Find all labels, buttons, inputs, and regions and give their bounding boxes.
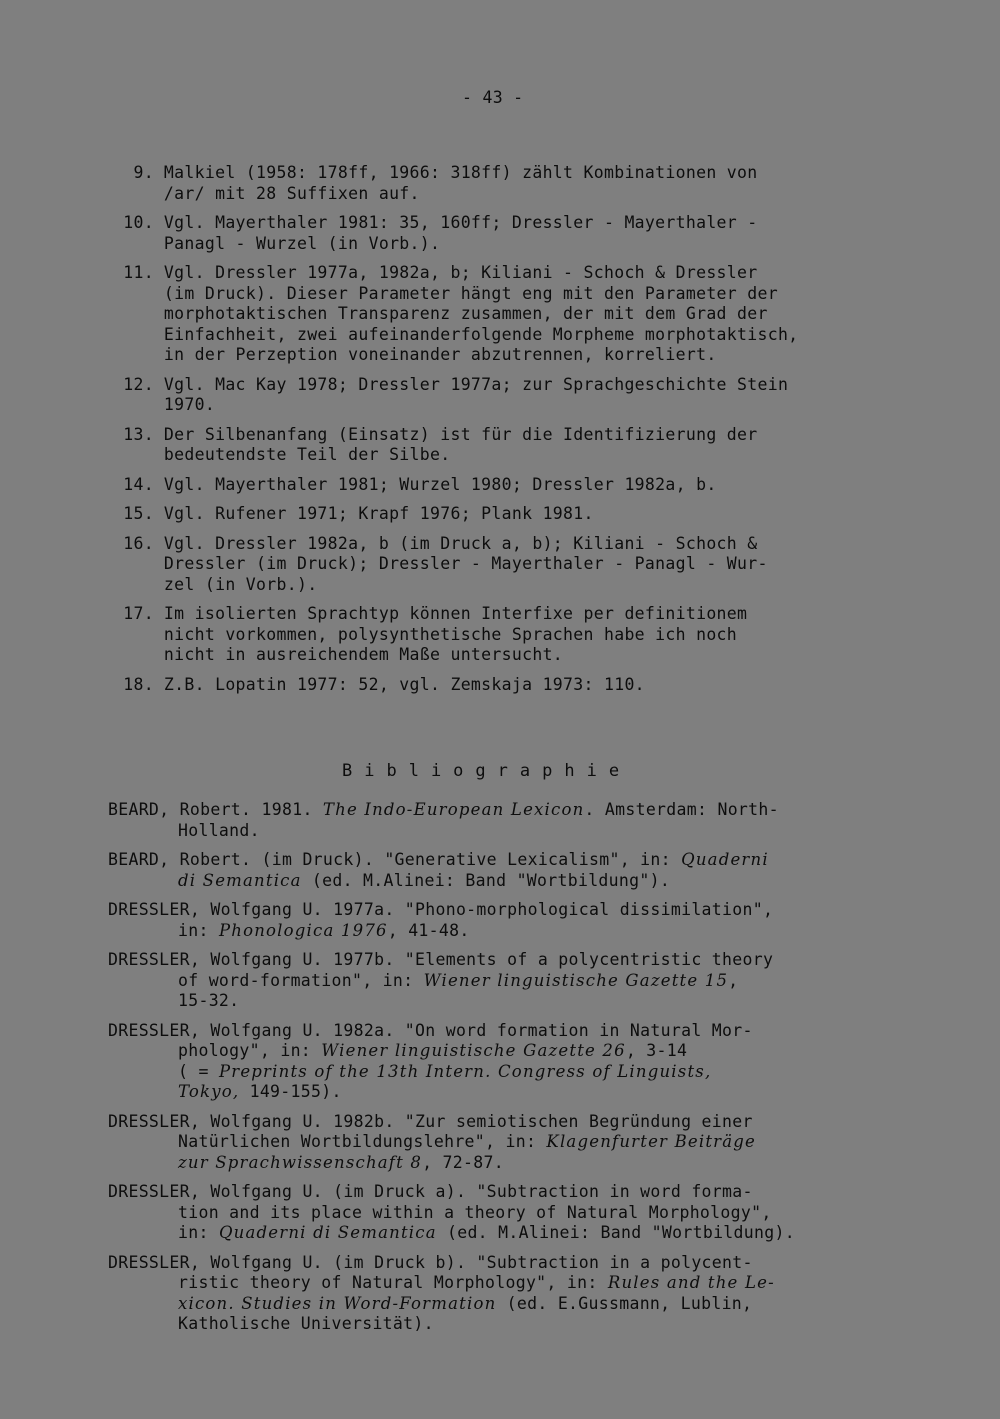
bibliography-line — [108, 1253, 908, 1274]
bibliography-entry — [108, 850, 908, 891]
reference-text: 15-32. — [178, 991, 240, 1010]
reference-text: . Amsterdam: North- — [584, 800, 779, 819]
italic-title-text: Phonologica 1976 — [218, 920, 388, 940]
reference-text: of word-formation", in: — [178, 970, 424, 990]
reference-text: (ed. M.Alinei: Band "Wortbildung). — [436, 1223, 795, 1242]
bibliography-line — [108, 900, 908, 921]
bibliography-entry — [108, 1182, 908, 1244]
bibliography-line — [108, 1021, 908, 1042]
bibliography-line — [108, 800, 908, 821]
bibliography-line — [108, 1132, 908, 1153]
bibliography-line — [108, 850, 908, 871]
bibliography-line — [108, 921, 908, 942]
footnote-number-spacer — [110, 575, 154, 596]
footnote-text-line: Vgl. Mayerthaler 1981: 35, 160ff; Dressler - Mayerthaler - — [163, 213, 758, 232]
footnote-text-line: Dressler (im Druck); Dressler - Mayerthaler - Panagl - Wur- — [163, 554, 768, 573]
reference-text: (ed. E.Gussmann, Lublin, — [496, 1293, 753, 1313]
bibliography-line — [108, 1153, 908, 1174]
reference-text: DRESSLER, Wolfgang U. (im Druck a). "Subtraction in word forma- — [108, 1182, 753, 1201]
footnote-number: 18. — [123, 674, 154, 694]
italic-title-text: Rules and the Le- — [607, 1273, 775, 1292]
footnote-text-line: Malkiel (1958: 178ff, 1966: 318ff) zählt Kombinationen von — [163, 163, 758, 182]
reference-text: , 3-14 — [625, 1041, 688, 1060]
reference-text: , 41-48. — [387, 920, 470, 940]
bibliography-list — [108, 800, 908, 1344]
reference-text: BEARD, Robert. 1981. — [108, 800, 323, 819]
footnote-number-spacer — [110, 184, 154, 205]
bibliography-line — [108, 1294, 908, 1315]
footnote-number: 16. — [123, 533, 154, 553]
italic-title-text: Klagenfurter Beiträge — [546, 1132, 757, 1151]
footnote-number: 12. — [123, 374, 154, 394]
bibliography-line — [108, 1182, 908, 1203]
bibliography-heading: Bibliographie — [342, 761, 632, 781]
reference-text: ( = — [178, 1061, 219, 1081]
footnote-number-spacer — [110, 445, 154, 466]
footnote-text-line: Z.B. Lopatin 1977: 52, vgl. Zemskaja 1973: 110. — [163, 674, 645, 694]
bibliography-line — [108, 1112, 908, 1133]
bibliography-line — [108, 1062, 908, 1083]
reference-text: in: — [178, 1223, 219, 1242]
reference-text: Katholische Universität). — [178, 1314, 434, 1333]
bibliography-entry — [108, 900, 908, 941]
italic-title-text: The Indo-European Lexicon — [322, 800, 585, 819]
bibliography-line — [108, 991, 908, 1012]
footnote-text-line: nicht vorkommen, polysynthetische Sprachen habe ich noch — [163, 624, 738, 644]
footnote-text-line: 1970. — [163, 395, 216, 414]
footnote-number-spacer — [110, 645, 154, 666]
footnote-number: 14. — [123, 474, 154, 494]
bibliography-entry — [108, 1253, 908, 1335]
italic-title-text: di Semantica — [178, 870, 302, 890]
footnote-text-line: Vgl. Mac Kay 1978; Dressler 1977a; zur Sprachgeschichte Stein — [163, 374, 789, 394]
reference-text: , — [728, 970, 739, 990]
page-number: - 43 - — [462, 88, 524, 107]
footnote-text-line: Vgl. Dressler 1977a, 1982a, b; Kiliani - Schoch & Dressler — [163, 263, 758, 282]
footnote-text-line: zel (in Vorb.). — [163, 574, 318, 594]
italic-title-text: Tokyo, — [178, 1082, 240, 1101]
footnote-text-line: Vgl. Rufener 1971; Krapf 1976; Plank 1981. — [163, 504, 594, 523]
footnote — [110, 425, 910, 466]
italic-title-text: zur Sprachwissenschaft 8 — [178, 1152, 423, 1172]
reference-text: DRESSLER, Wolfgang U. 1977a. "Phono-morphological dissimilation", — [108, 900, 774, 919]
footnote-number: 17. — [123, 604, 154, 623]
footnote — [110, 675, 910, 696]
italic-title-text: Preprints of the 13th Intern. Congress of Linguists, — [218, 1061, 712, 1081]
bibliography-line — [108, 971, 908, 992]
footnote — [110, 375, 910, 416]
bibliography-line — [108, 1203, 908, 1224]
reference-text: ristic theory of Natural Morphology", in: — [178, 1273, 608, 1292]
footnote-text-line: Im isolierten Sprachtyp können Interfixe per definitionem — [163, 604, 748, 623]
footnote-number: 9. — [133, 163, 154, 182]
reference-text: in: — [178, 920, 219, 940]
footnotes-list — [110, 163, 910, 704]
footnote-number: 13. — [123, 424, 154, 444]
bibliography-entry — [108, 1021, 908, 1103]
footnote-text-line: (im Druck). Dieser Parameter hängt eng mit den Parameter der — [163, 283, 778, 303]
bibliography-line — [108, 1041, 908, 1062]
footnote-number-spacer — [110, 304, 154, 325]
italic-title-text: Wiener linguistische Gazette 26 — [321, 1041, 626, 1060]
reference-text: tion and its place within a theory of Natural Morphology", — [178, 1202, 772, 1222]
italic-title-text: Quaderni — [681, 850, 769, 869]
bibliography-entry — [108, 1112, 908, 1174]
footnote-text-line: /ar/ mit 28 Suffixen auf. — [163, 183, 420, 203]
reference-text: phology", in: — [178, 1041, 322, 1060]
footnote-number-spacer — [110, 625, 154, 646]
footnote-text-line: morphotaktischen Transparenz zusammen, der mit dem Grad der — [163, 304, 768, 323]
footnote-text-line: Panagl - Wurzel (in Vorb.). — [163, 233, 441, 253]
bibliography-entry — [108, 800, 908, 841]
bibliography-line — [108, 950, 908, 971]
reference-text: Natürlichen Wortbildungslehre", in: — [178, 1132, 547, 1151]
italic-title-text: Wiener linguistische Gazette 15 — [423, 970, 729, 990]
footnote — [110, 263, 910, 366]
footnote-text-line: Vgl. Dressler 1982a, b (im Druck a, b); Kiliani - Schoch & — [163, 533, 758, 553]
reference-text: DRESSLER, Wolfgang U. (im Druck b). "Subtraction in a polycent- — [108, 1252, 753, 1272]
italic-title-text: xicon. Studies in Word-Formation — [178, 1293, 497, 1313]
bibliography-entry — [108, 950, 908, 1012]
footnote-number-spacer — [110, 325, 154, 346]
bibliography-line — [108, 871, 908, 892]
footnote — [110, 163, 910, 204]
footnote — [110, 213, 910, 254]
bibliography-line — [108, 821, 908, 842]
footnote-number-spacer — [110, 284, 154, 305]
footnote — [110, 604, 910, 666]
reference-text: , 72-87. — [422, 1152, 504, 1172]
reference-text: 149-155). — [239, 1082, 342, 1101]
bibliography-line — [108, 1314, 908, 1335]
footnote-text-line: in der Perzeption voneinander abzutrennen, korreliert. — [163, 345, 717, 364]
reference-text: Holland. — [178, 820, 260, 840]
reference-text: DRESSLER, Wolfgang U. 1982b. "Zur semiotischen Begründung einer — [108, 1111, 753, 1131]
footnote-text-line: nicht in ausreichendem Maße untersucht. — [163, 645, 564, 664]
footnote-text-line: Vgl. Mayerthaler 1981; Wurzel 1980; Dressler 1982a, b. — [163, 474, 717, 494]
footnote-number: 15. — [123, 504, 154, 523]
footnote-number: 11. — [123, 263, 154, 282]
footnote — [110, 534, 910, 596]
footnote-number-spacer — [110, 345, 154, 366]
reference-text: (ed. M.Alinei: Band "Wortbildung"). — [301, 870, 671, 890]
footnote — [110, 475, 910, 496]
reference-text: DRESSLER, Wolfgang U. 1982a. "On word formation in Natural Mor- — [108, 1020, 753, 1040]
bibliography-line — [108, 1223, 908, 1244]
italic-title-text: Quaderni di Semantica — [218, 1223, 437, 1242]
footnote — [110, 504, 910, 525]
footnote-text-line: Der Silbenanfang (Einsatz) ist für die Identifizierung der — [163, 424, 758, 444]
footnote-text-line: Einfachheit, zwei aufeinanderfolgende Morpheme morphotaktisch, — [163, 324, 799, 344]
bibliography-line — [108, 1082, 908, 1103]
footnote-number-spacer — [110, 554, 154, 575]
reference-text: BEARD, Robert. (im Druck). "Generative Lexicalism", in: — [108, 850, 682, 869]
bibliography-line — [108, 1273, 908, 1294]
reference-text: DRESSLER, Wolfgang U. 1977b. "Elements of a polycentristic theory — [108, 950, 774, 969]
footnote-text-line: bedeutendste Teil der Silbe. — [163, 445, 451, 464]
footnote-number-spacer — [110, 395, 154, 416]
footnote-number-spacer — [110, 234, 154, 255]
footnote-number: 10. — [123, 213, 154, 232]
